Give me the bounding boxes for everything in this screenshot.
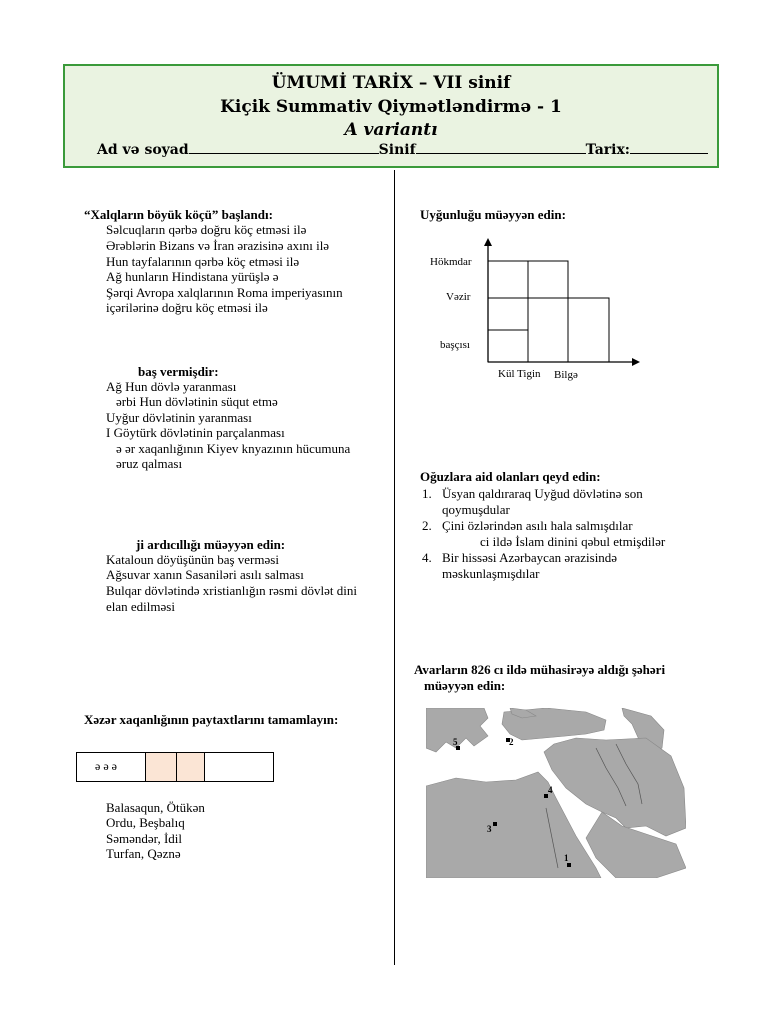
map-marker bbox=[567, 863, 571, 867]
q3-option[interactable]: Kataloun döyüşünün baş verməsi bbox=[106, 552, 279, 567]
date-label: Tarix: bbox=[585, 142, 630, 158]
q1-option[interactable]: Səlcuqların qərbə doğru köç etməsi ilə bbox=[106, 222, 307, 237]
q3-option[interactable]: Ağsuvar xanın Sasaniləri asılı salması bbox=[106, 567, 304, 582]
worksheet-title: ÜMUMİ TARİX – VII sinif bbox=[271, 73, 511, 93]
name-blank[interactable] bbox=[189, 143, 379, 154]
y-label-bascisi: başçısı bbox=[440, 339, 470, 351]
q4-title: Xəzər xaqanlığının paytaxtlarını tamamlayın: bbox=[84, 712, 339, 727]
name-label: Ad və soyad bbox=[97, 142, 189, 158]
q5-title: Uyğunluğu müəyyən edin: bbox=[420, 207, 566, 222]
y-axis-arrow bbox=[484, 238, 492, 246]
capitals-answer-box[interactable] bbox=[76, 752, 274, 782]
class-blank[interactable] bbox=[416, 143, 586, 154]
student-info-line bbox=[97, 142, 708, 158]
q7-title-cont: müəyyən edin: bbox=[424, 678, 506, 693]
q4-option[interactable]: Səməndər, İdil bbox=[106, 831, 183, 846]
q6-option-cont: məskunlaşmışdılar bbox=[442, 566, 540, 581]
q2-option[interactable]: Ağ Hun dövlə yaranması bbox=[106, 379, 237, 394]
q1-option[interactable]: Ağ hunların Hindistana yürüşlə ə bbox=[106, 269, 279, 284]
q3-option-cont: elan edilməsi bbox=[106, 599, 175, 614]
grid-cell bbox=[488, 298, 528, 330]
y-label-vezir: Vəzir bbox=[446, 291, 471, 303]
q4-option[interactable]: Turfan, Qəznə bbox=[106, 846, 181, 861]
map-marker bbox=[493, 822, 497, 826]
grid-cells bbox=[488, 261, 609, 362]
q2-option[interactable]: ə ər xaqanlığının Kiyev knyazının hücumuna bbox=[116, 441, 351, 456]
grid-cell bbox=[528, 261, 568, 298]
answer-box-text: ə ə ə bbox=[95, 759, 117, 773]
map-label-1: 1 bbox=[564, 853, 569, 863]
variant-label: A variantı bbox=[344, 120, 438, 140]
q6-number: 2. bbox=[422, 518, 432, 533]
date-blank[interactable] bbox=[630, 143, 708, 154]
q2-title: baş vermişdir: bbox=[138, 364, 219, 379]
q2-option-cont: əruz qalması bbox=[116, 456, 183, 471]
q1-title: “Xalqların böyük köçü” başlandı: bbox=[84, 207, 273, 222]
q3-title: ji ardıcıllığı müəyyən edin: bbox=[136, 537, 286, 552]
q7-title: Avarların 826 cı ildə mühasirəyə aldığı şəhəri bbox=[414, 662, 666, 677]
q4-option[interactable]: Ordu, Beşbalıq bbox=[106, 815, 185, 830]
y-label-hokmdar: Hökmdar bbox=[430, 256, 472, 268]
header-box bbox=[63, 64, 719, 168]
q6-option[interactable]: Çini özlərindən asılı hala salmışdılar bbox=[442, 518, 633, 533]
q1-option-cont: içərilərinə doğru köç etməsi ilə bbox=[106, 300, 268, 315]
grid-cell bbox=[528, 298, 568, 362]
q3-option[interactable]: Bulqar dövlətində xristianlığın rəsmi dövlət dini bbox=[106, 583, 357, 598]
matching-grid-diagram bbox=[420, 236, 660, 386]
x-axis-arrow bbox=[632, 358, 640, 366]
q1-option[interactable]: Ərəblərin Bizans və İran ərazisinə axını ilə bbox=[106, 238, 330, 253]
grid-cell bbox=[488, 330, 528, 362]
grid-cell bbox=[488, 261, 528, 298]
q6-number: 1. bbox=[422, 486, 432, 501]
answer-cell[interactable] bbox=[145, 753, 176, 781]
x-label-kul-tigin: Kül Tigin bbox=[498, 368, 541, 380]
column-divider bbox=[394, 170, 395, 965]
q6-option[interactable]: Üsyan qaldıraraq Uyğud dövlətinə son bbox=[442, 486, 643, 501]
map-label-5: 5 bbox=[453, 737, 458, 747]
q6-option-cont: qoymuşdular bbox=[442, 502, 510, 517]
q6-title: Oğuzlara aid olanları qeyd edin: bbox=[420, 469, 601, 484]
q6-option-cont: ci ildə İslam dinini qəbul etmişdilər bbox=[480, 534, 666, 549]
x-label-bilge: Bilgə bbox=[554, 369, 578, 381]
map-label-2: 2 bbox=[509, 737, 514, 747]
q1-option[interactable]: Hun tayfalarının qərbə köç etməsi ilə bbox=[106, 254, 300, 269]
q4-option[interactable]: Balasaqun, Ötükən bbox=[106, 800, 205, 815]
q6-number: 4. bbox=[422, 550, 432, 565]
q2-option[interactable]: I Göytürk dövlətinin parçalanması bbox=[106, 425, 285, 440]
answer-cell[interactable] bbox=[204, 753, 275, 781]
map-label-3: 3 bbox=[487, 824, 492, 834]
q6-option[interactable]: Bir hissəsi Azərbaycan ərazisində bbox=[442, 550, 618, 565]
worksheet-subtitle: Kiçik Summativ Qiymətləndirmə - 1 bbox=[220, 97, 562, 117]
q2-option[interactable]: ərbi Hun dövlətinin süqut etmə bbox=[116, 394, 278, 409]
grid-cell bbox=[568, 298, 609, 362]
class-label: Sinif bbox=[378, 142, 416, 158]
answer-cell[interactable] bbox=[176, 753, 204, 781]
q1-option[interactable]: Şərqi Avropa xalqlarının Roma imperiyasının bbox=[106, 285, 343, 300]
map-label-4: 4 bbox=[548, 785, 553, 795]
historical-map bbox=[426, 708, 686, 878]
q2-option[interactable]: Uyğur dövlətinin yaranması bbox=[106, 410, 252, 425]
